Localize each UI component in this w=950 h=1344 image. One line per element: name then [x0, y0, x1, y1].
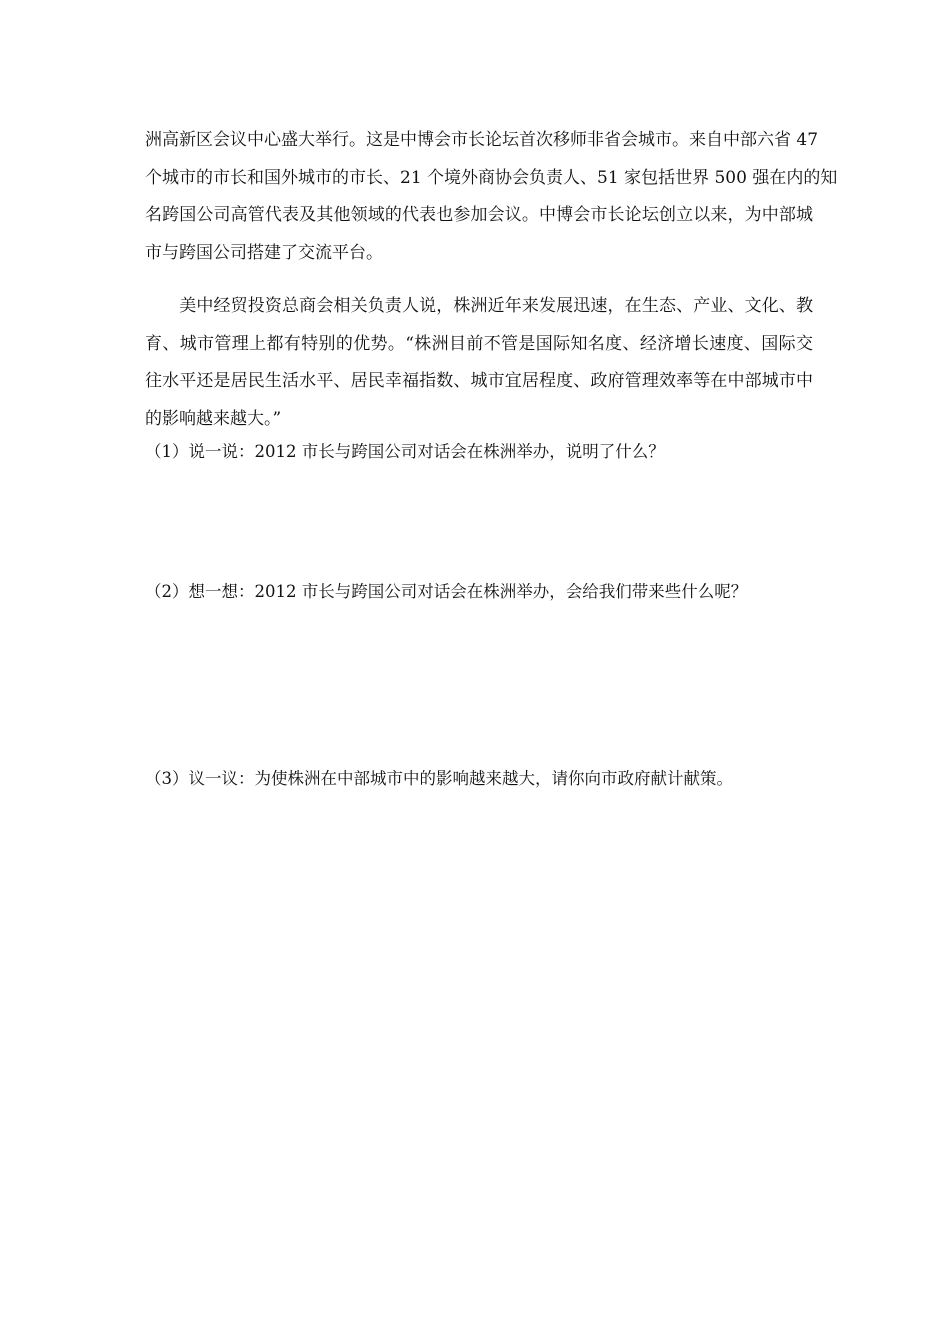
paragraph-line: 个城市的市长和国外城市的市长、21 个境外商协会负责人、51 家包括世界 500 强在内的知 — [145, 167, 838, 188]
paragraph-line: 洲高新区会议中心盛大举行。这是中博会市长论坛首次移师非省会城市。来自中部六省 47 — [145, 130, 819, 150]
question-3: （3）议一议：为使株洲在中部城市中的影响越来越大，请你向市政府献计献策。 — [145, 769, 733, 788]
paragraph-1 — [145, 122, 838, 272]
paragraph-line: 往水平还是居民生活水平、居民幸福指数、城市宜居程度、政府管理效率等在中部城市中 — [145, 371, 813, 391]
paragraph-line: 市与跨国公司搭建了交流平台。 — [145, 242, 383, 263]
paragraph-2 — [145, 288, 813, 438]
paragraph-line: 名跨国公司高管代表及其他领域的代表也参加会议。中博会市长论坛创立以来，为中部城 — [145, 205, 813, 225]
question-2: （2）想一想：2012 市长与跨国公司对话会在株洲举办，会给我们带来些什么呢？ — [145, 582, 748, 601]
paragraph-line: 美中经贸投资总商会相关负责人说，株洲近年来发展迅速，在生态、产业、文化、教 — [145, 296, 813, 316]
paragraph-line: 的影响越来越大。” — [145, 408, 282, 429]
question-1: （1）说一说：2012 市长与跨国公司对话会在株洲举办，说明了什么？ — [145, 442, 665, 461]
paragraph-line: 育、城市管理上都有特别的优势。“株洲目前不管是国际知名度、经济增长速度、国际交 — [145, 333, 813, 354]
